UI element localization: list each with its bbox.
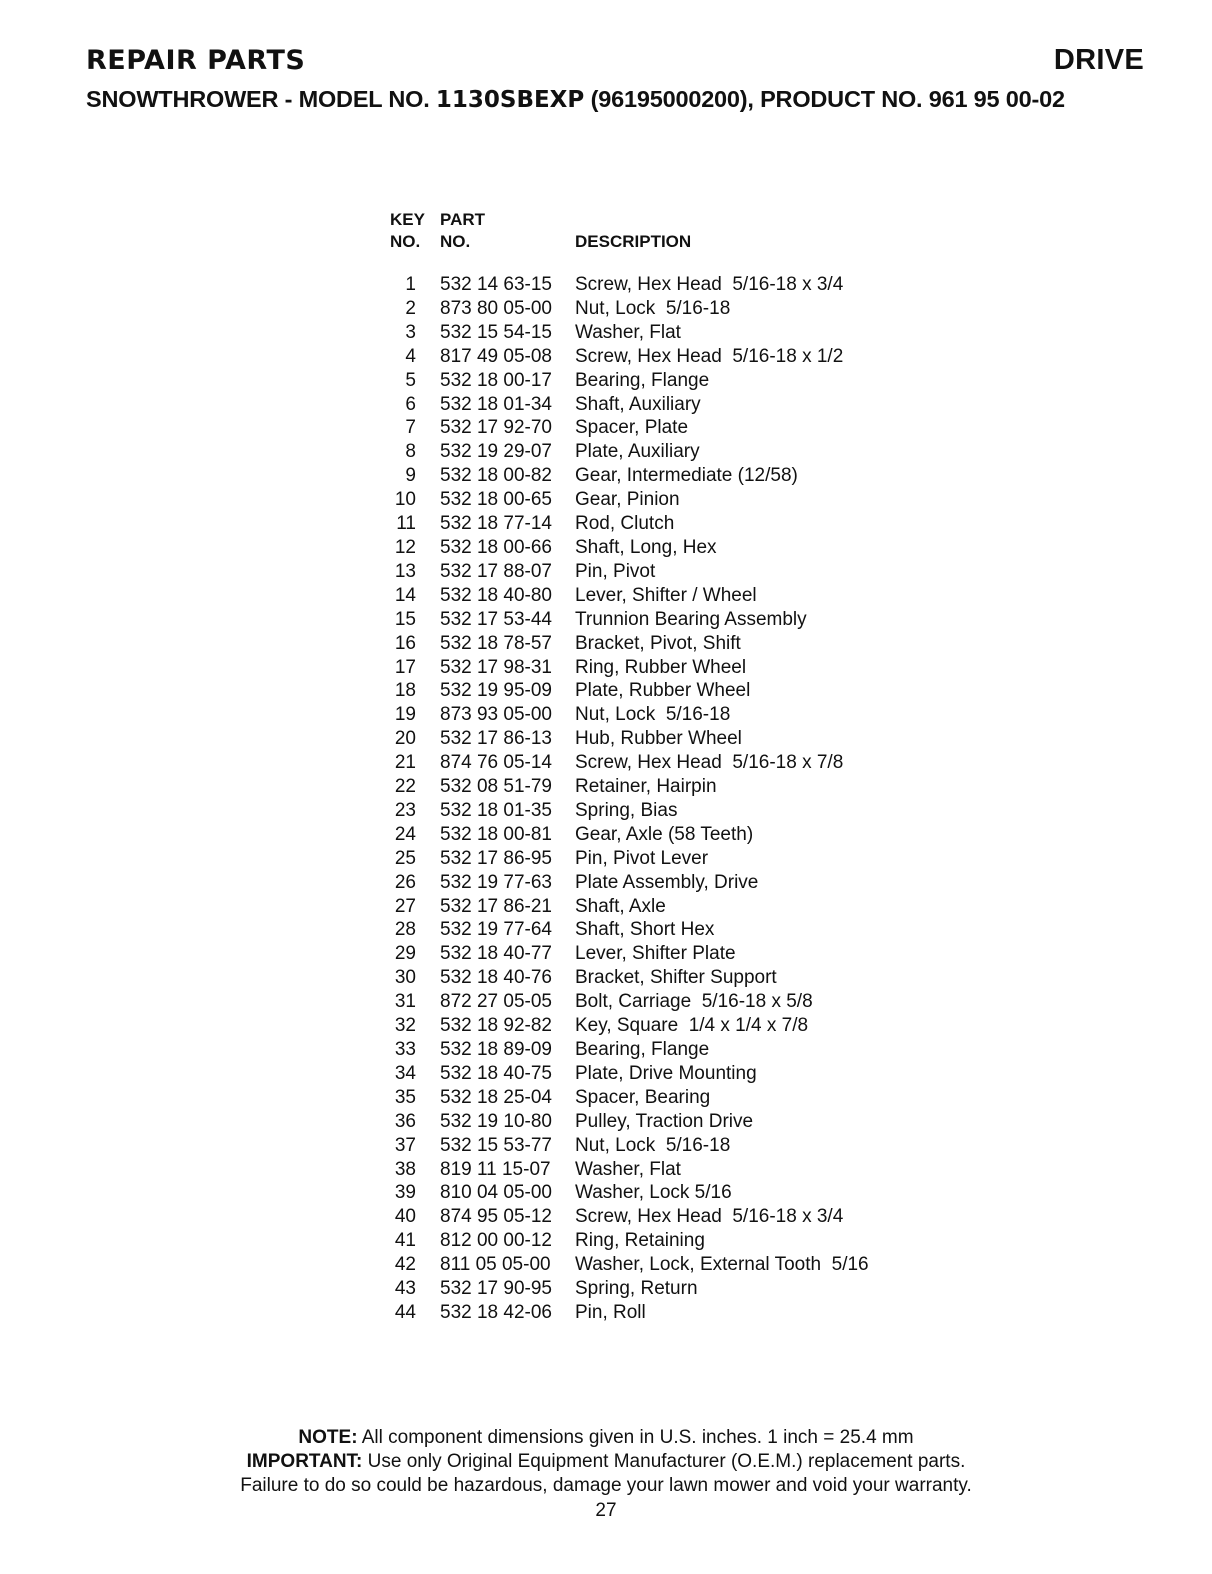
description-cell: Ring, Rubber Wheel <box>575 656 747 678</box>
description-cell: Retainer, Hairpin <box>575 776 717 798</box>
table-row <box>390 1253 869 1277</box>
table-row <box>390 416 869 440</box>
table-row <box>390 584 869 608</box>
key-no-cell: 13 <box>394 560 416 582</box>
part-no-cell: 532 17 88-07 <box>440 560 552 582</box>
key-no-cell: 1 <box>405 274 416 295</box>
part-no-cell: 532 19 10-80 <box>440 1110 552 1132</box>
important-line <box>0 1450 1212 1474</box>
description-cell: Key, Square 1/4 x 1/4 x 7/8 <box>575 1015 809 1037</box>
description-cell: Rod, Clutch <box>575 513 675 535</box>
key-no-cell: 22 <box>394 776 416 798</box>
section-subject: DRIVE <box>1053 44 1144 76</box>
table-row <box>390 273 869 297</box>
key-no-cell: 43 <box>394 1278 416 1300</box>
key-no-cell: 31 <box>394 991 416 1013</box>
description-cell: Bearing, Flange <box>575 369 710 391</box>
part-no-cell: 873 80 05-00 <box>440 297 552 319</box>
part-no-cell: 532 18 92-82 <box>440 1015 552 1037</box>
key-no-cell: 27 <box>394 895 416 917</box>
key-no-cell: 15 <box>394 608 416 630</box>
description-cell: Plate, Rubber Wheel <box>575 680 751 702</box>
description-cell: Lever, Shifter / Wheel <box>575 584 757 606</box>
table-row <box>390 1038 869 1062</box>
table-row <box>390 1110 869 1134</box>
key-no-cell: 16 <box>394 632 416 654</box>
table-row <box>390 966 869 990</box>
key-no-cell: 38 <box>394 1158 416 1180</box>
description-cell: Plate Assembly, Drive <box>575 871 759 893</box>
key-header-line1: KEY <box>390 210 425 229</box>
warning-line: Failure to do so could be hazardous, damage your lawn mower and void your warranty. <box>240 1475 972 1496</box>
key-no-cell: 28 <box>394 919 416 941</box>
part-no-cell: 532 18 25-04 <box>440 1086 552 1108</box>
part-no-cell: 532 18 40-76 <box>440 967 552 989</box>
table-spacer-cell <box>390 253 869 273</box>
key-no-cell: 40 <box>394 1206 416 1228</box>
description-cell: Pin, Pivot Lever <box>575 847 709 869</box>
key-no-cell: 23 <box>394 799 416 821</box>
key-no-cell: 37 <box>394 1134 416 1156</box>
description-cell: Shaft, Short Hex <box>575 919 715 941</box>
description-cell: Screw, Hex Head 5/16-18 x 1/2 <box>575 345 844 367</box>
part-no-cell: 532 18 01-34 <box>440 393 552 415</box>
table-row <box>390 727 869 751</box>
parts-table <box>390 205 869 1325</box>
part-no-cell: 532 18 40-75 <box>440 1062 552 1084</box>
description-cell: Washer, Lock 5/16 <box>575 1182 732 1204</box>
table-row <box>390 1014 869 1038</box>
table-row <box>390 1158 869 1182</box>
part-no-cell: 532 18 40-77 <box>440 943 552 965</box>
key-header-line2: NO. <box>390 232 421 251</box>
table-row <box>390 775 869 799</box>
description-cell: Spring, Bias <box>575 799 678 821</box>
part-no-cell: 872 27 05-05 <box>440 991 552 1013</box>
key-no-cell: 25 <box>394 847 416 869</box>
description-cell: Nut, Lock 5/16-18 <box>575 704 731 726</box>
table-row <box>390 608 869 632</box>
key-no-cell: 41 <box>394 1230 416 1252</box>
part-no-cell: 532 17 86-21 <box>440 895 552 917</box>
part-no-cell: 532 15 53-77 <box>440 1134 552 1156</box>
key-no-cell: 21 <box>394 752 416 774</box>
table-row <box>390 1086 869 1110</box>
description-cell: Pulley, Traction Drive <box>575 1110 754 1132</box>
table-row <box>390 1229 869 1253</box>
section-title: REPAIR PARTS <box>86 45 306 76</box>
table-spacer-row <box>390 253 869 273</box>
important-label: IMPORTANT: <box>246 1451 363 1472</box>
part-no-cell: 532 18 00-66 <box>440 536 552 558</box>
part-no-cell: 532 17 53-44 <box>440 608 552 630</box>
table-row <box>390 1181 869 1205</box>
description-cell: Bracket, Pivot, Shift <box>575 632 741 654</box>
table-row <box>390 751 869 775</box>
table-row <box>390 512 869 536</box>
note-label: NOTE: <box>298 1427 358 1448</box>
description-cell: Lever, Shifter Plate <box>575 943 736 965</box>
description-cell: Gear, Pinion <box>575 489 680 511</box>
key-no-cell: 30 <box>394 967 416 989</box>
description-cell: Washer, Lock, External Tooth 5/16 <box>575 1254 869 1276</box>
part-no-cell: 811 05 05-00 <box>440 1254 551 1276</box>
part-no-cell: 873 93 05-00 <box>440 704 552 726</box>
table-row <box>390 942 869 966</box>
table-row <box>390 799 869 823</box>
key-no-header <box>390 205 440 253</box>
key-no-cell: 26 <box>394 871 416 893</box>
part-no-cell: 532 19 77-63 <box>440 871 552 893</box>
key-no-cell: 12 <box>394 536 416 558</box>
description-cell: Plate, Drive Mounting <box>575 1062 757 1084</box>
table-row <box>390 369 869 393</box>
key-no-cell: 14 <box>394 584 416 606</box>
key-no-cell: 6 <box>405 393 416 415</box>
description-cell: Nut, Lock 5/16-18 <box>575 297 731 319</box>
description-cell: Washer, Flat <box>575 1158 681 1180</box>
parts-table-header <box>390 205 869 253</box>
description-cell: Gear, Axle (58 Teeth) <box>575 823 754 845</box>
part-no-cell: 532 18 00-81 <box>440 823 552 845</box>
table-row <box>390 345 869 369</box>
part-no-cell: 532 18 00-82 <box>440 465 552 487</box>
key-no-cell: 7 <box>405 417 416 439</box>
description-header <box>575 205 869 253</box>
key-no-cell: 32 <box>394 1015 416 1037</box>
important-text: Use only Original Equipment Manufacturer (O.E.M.) replacement parts. <box>362 1451 966 1472</box>
part-no-header <box>440 205 575 253</box>
table-row <box>390 393 869 417</box>
key-no-cell: 35 <box>394 1086 416 1108</box>
part-no-cell: 532 18 89-09 <box>440 1039 552 1060</box>
description-cell: Screw, Hex Head 5/16-18 x 3/4 <box>575 274 844 295</box>
key-no-cell: 42 <box>394 1254 416 1276</box>
page-number: 27 <box>595 1500 617 1521</box>
part-no-cell: 874 95 05-12 <box>440 1206 552 1228</box>
description-cell: Pin, Pivot <box>575 560 656 582</box>
key-no-cell: 20 <box>394 728 416 750</box>
part-header-line1: PART <box>440 210 486 229</box>
table-row <box>390 847 869 871</box>
part-no-cell: 812 00 00-12 <box>440 1230 552 1252</box>
description-cell: Screw, Hex Head 5/16-18 x 7/8 <box>575 752 844 774</box>
key-no-cell: 9 <box>405 465 416 487</box>
note-line <box>0 1426 1212 1450</box>
key-no-cell: 18 <box>394 680 416 702</box>
description-cell: Bolt, Carriage 5/16-18 x 5/8 <box>575 991 813 1013</box>
key-no-cell: 19 <box>394 704 416 726</box>
part-no-cell: 532 14 63-15 <box>440 274 552 295</box>
description-cell: Shaft, Auxiliary <box>575 393 701 415</box>
description-cell: Spacer, Plate <box>575 417 689 439</box>
description-cell: Pin, Roll <box>575 1301 646 1323</box>
description-cell: Washer, Flat <box>575 321 681 343</box>
table-row <box>390 1062 869 1086</box>
part-header-line2: NO. <box>440 232 471 251</box>
description-cell: Nut, Lock 5/16-18 <box>575 1134 731 1156</box>
part-no-cell: 532 19 29-07 <box>440 441 552 463</box>
part-no-cell: 532 18 40-80 <box>440 584 552 606</box>
table-row <box>390 1277 869 1301</box>
description-header-label: DESCRIPTION <box>575 232 692 251</box>
model-number: 1130SBEXP <box>435 87 585 113</box>
part-no-cell: 819 11 15-07 <box>440 1158 551 1180</box>
table-row <box>390 440 869 464</box>
part-no-cell: 532 15 54-15 <box>440 321 552 343</box>
key-no-cell: 24 <box>394 823 416 845</box>
description-cell: Shaft, Axle <box>575 895 666 917</box>
table-row <box>390 632 869 656</box>
table-row <box>390 703 869 727</box>
part-no-cell: 532 19 95-09 <box>440 680 552 702</box>
part-no-cell: 817 49 05-08 <box>440 345 552 367</box>
key-no-cell: 11 <box>396 513 416 535</box>
table-row <box>390 488 869 512</box>
key-no-cell: 4 <box>405 345 416 367</box>
part-no-cell: 532 19 77-64 <box>440 919 552 941</box>
part-no-cell: 532 18 00-65 <box>440 489 552 511</box>
table-row <box>390 918 869 942</box>
model-subtitle <box>86 86 1144 113</box>
subtitle-suffix: (96195000200), PRODUCT NO. 961 95 00-02 <box>584 86 1065 112</box>
part-no-cell: 532 17 98-31 <box>440 656 552 678</box>
table-row <box>390 536 869 560</box>
table-row <box>390 560 869 584</box>
table-row <box>390 895 869 919</box>
table-row <box>390 990 869 1014</box>
part-no-cell: 532 17 90-95 <box>440 1278 552 1300</box>
table-row <box>390 464 869 488</box>
key-no-cell: 36 <box>394 1110 416 1132</box>
note-text: All component dimensions given in U.S. inches. 1 inch = 25.4 mm <box>357 1427 914 1448</box>
description-cell: Bracket, Shifter Support <box>575 967 777 989</box>
part-no-cell: 532 18 78-57 <box>440 632 552 654</box>
part-no-cell: 532 17 86-95 <box>440 847 552 869</box>
table-row <box>390 679 869 703</box>
subtitle-prefix: SNOWTHROWER - MODEL NO. <box>86 86 436 112</box>
header-title-row <box>86 44 1144 80</box>
table-row <box>390 823 869 847</box>
key-no-cell: 17 <box>394 656 416 678</box>
page-header <box>86 44 1144 113</box>
key-no-cell: 29 <box>394 943 416 965</box>
part-no-cell: 532 17 86-13 <box>440 728 552 750</box>
table-row <box>390 656 869 680</box>
page-footer <box>0 1426 1212 1523</box>
description-cell: Shaft, Long, Hex <box>575 536 717 558</box>
description-cell: Ring, Retaining <box>575 1230 705 1252</box>
part-no-cell: 874 76 05-14 <box>440 752 552 774</box>
description-cell: Gear, Intermediate (12/58) <box>575 465 798 487</box>
key-no-cell: 44 <box>394 1301 416 1323</box>
parts-table-body <box>390 253 869 1325</box>
part-no-cell: 532 18 00-17 <box>440 369 552 391</box>
table-row <box>390 321 869 345</box>
key-no-cell: 10 <box>394 489 416 511</box>
part-no-cell: 532 17 92-70 <box>440 417 552 439</box>
key-no-cell: 33 <box>394 1039 416 1060</box>
key-no-cell: 2 <box>405 297 416 319</box>
description-cell: Plate, Auxiliary <box>575 441 700 463</box>
part-no-cell: 532 18 01-35 <box>440 799 552 821</box>
table-row <box>390 871 869 895</box>
key-no-cell: 3 <box>405 321 416 343</box>
description-cell: Hub, Rubber Wheel <box>575 728 742 750</box>
description-cell: Bearing, Flange <box>575 1039 710 1060</box>
part-no-cell: 532 18 77-14 <box>440 513 552 535</box>
table-row <box>390 1301 869 1325</box>
key-no-cell: 8 <box>405 441 416 463</box>
key-no-cell: 39 <box>394 1182 416 1204</box>
description-cell: Spring, Return <box>575 1278 698 1300</box>
description-cell: Screw, Hex Head 5/16-18 x 3/4 <box>575 1206 844 1228</box>
part-no-cell: 810 04 05-00 <box>440 1182 552 1204</box>
table-row <box>390 1134 869 1158</box>
part-no-cell: 532 18 42-06 <box>440 1301 552 1323</box>
description-cell: Spacer, Bearing <box>575 1086 711 1108</box>
description-cell: Trunnion Bearing Assembly <box>575 608 807 630</box>
table-row <box>390 297 869 321</box>
key-no-cell: 34 <box>394 1062 416 1084</box>
key-no-cell: 5 <box>405 369 416 391</box>
part-no-cell: 532 08 51-79 <box>440 776 552 798</box>
table-row <box>390 1205 869 1229</box>
